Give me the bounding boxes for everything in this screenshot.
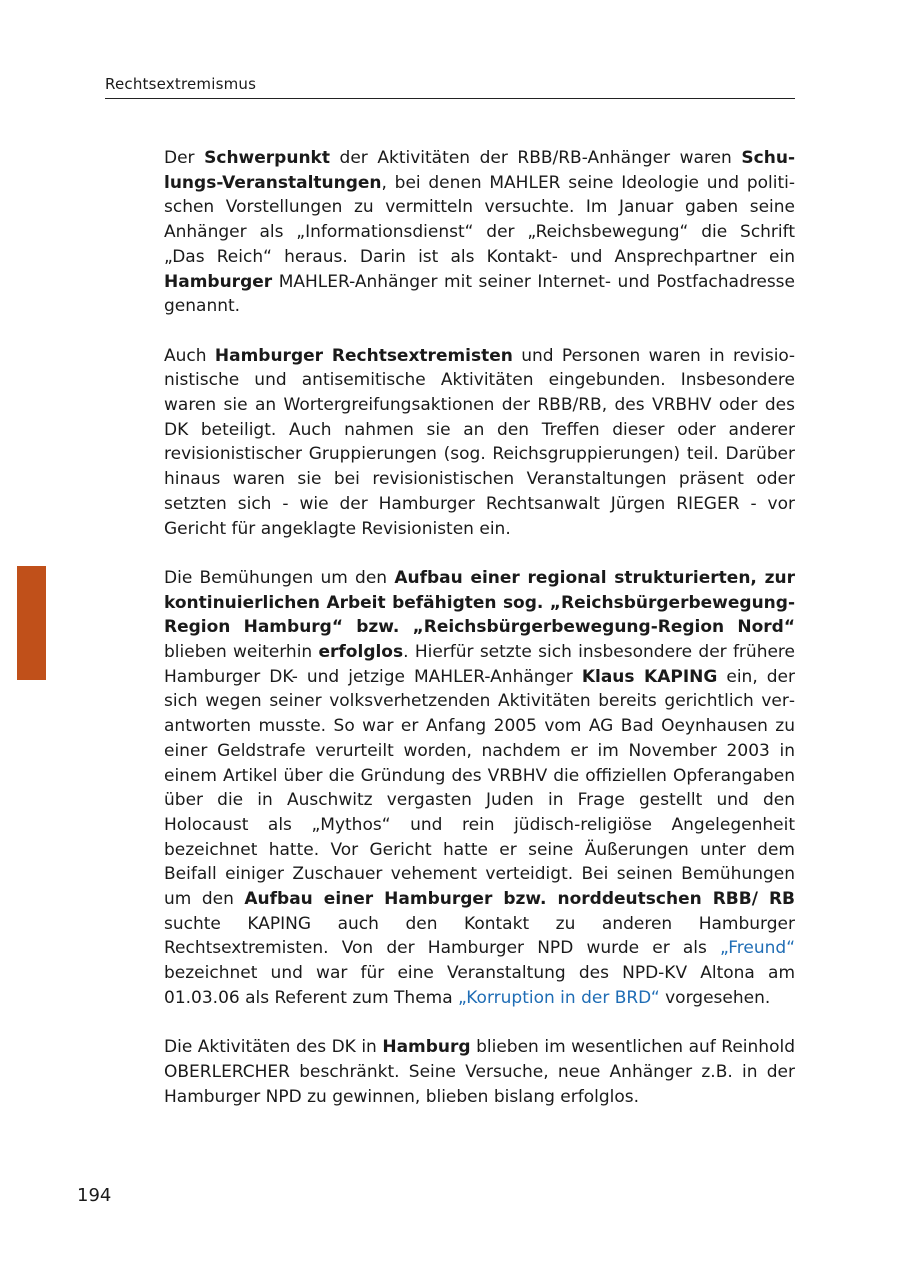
paragraph-hamburger-rechtsextremisten xyxy=(164,344,795,542)
text-run: . Hierfür setzte sich insbesondere der frühere Hamburger DK- und jetzige MAHLER-Anhänger xyxy=(164,642,795,687)
bold-run: Hamburger xyxy=(164,271,273,292)
chapter-tab-marker xyxy=(17,566,46,680)
bold-run: Schulungs-Veranstaltungen xyxy=(164,148,795,193)
bold-run: Hamburger Rechtsextremisten xyxy=(214,345,513,366)
text-run: blieben im wesentlichen auf Reinhold OBERLERCHER beschränkt. Seine Versuche, neue Anhänger z.B. in der Hamburger NPD zu gewinnen, blieben bislang erfolglos. xyxy=(164,1037,795,1107)
paragraph-reichsbuergerbewegung xyxy=(164,566,795,1011)
running-header-title: Rechtsextremismus xyxy=(105,75,257,93)
text-run: blieben weiterhin xyxy=(164,642,319,663)
link-korruption-in-der-brd[interactable]: „Korruption in der BRD“ xyxy=(458,987,660,1008)
text-run: Die Aktivitäten des DK in xyxy=(164,1037,383,1058)
text-run: der Aktivitäten der RBB/RB-Anhänger waren xyxy=(329,148,742,168)
text-run: vorgesehen. xyxy=(659,987,771,1008)
text-run: Auch xyxy=(164,345,215,366)
text-run: , bei denen MAHLER seine Ideologie und politischen Vorstellungen zu vermitteln versuchte. Im Januar gaben seine Anhänger als „Informationsdienst“ der „Reichsbewegung“ die Schrift „Das Reich“ heraus. Darin ist als Kontakt- und Ansprechpartner ein xyxy=(164,172,795,267)
bold-run: Aufbau einer regional strukturierten, zur kontinuierlichen Arbeit befähigten sog. „Reichsbürgerbewegung-Region Hamburg“ bzw. „Reichsbürgerbewegung-Region Nord“ xyxy=(164,567,795,638)
text-run: ein, der sich wegen seiner volksverhetzenden Aktivitäten bereits gerichtlich verantworten musste. So war er Anfang 2005 vom AG Bad Oeynhausen zu einer Geldstrafe verurteilt worden, nachdem er im November 2003 in einem Artikel über die Gründung des VRBHV die offiziellen Opferangaben über die in Auschwitz vergasten Juden in Frage gestellt und den Holocaust als „Mythos“ und rein jüdisch-religiöse Angelegenheit bezeichnet hatte. Vor Gericht hatte er seine Äußerungen unter dem Beifall einiger Zuschauer vehement verteidigt. Bei seinen Bemühungen um den xyxy=(164,666,795,910)
bold-run: erfolglos xyxy=(318,642,404,663)
text-run: Der xyxy=(164,148,205,168)
page-number: 194 xyxy=(77,1185,112,1206)
body-text xyxy=(164,146,795,1134)
text-run: Die Bemühungen um den xyxy=(164,567,395,588)
header-rule xyxy=(105,98,795,99)
paragraph-schwerpunkt xyxy=(164,146,795,319)
text-run: MAHLER-Anhänger mit seiner Internet- und Postfachadresse genannt. xyxy=(164,271,795,317)
text-run: suchte KAPING auch den Kontakt zu anderen Hamburger Rechtsextremisten. Von der Hamburger NPD wurde er als xyxy=(164,913,795,959)
bold-run: Klaus KAPING xyxy=(581,666,718,687)
paragraph-dk-hamburg xyxy=(164,1035,795,1109)
text-run: bezeichnet und war für eine Veranstaltung des NPD-KV Altona am 01.03.06 als Referent zum Thema xyxy=(164,963,795,1008)
link-freund[interactable]: „Freund“ xyxy=(720,938,795,959)
text-run: und Personen waren in revisionistische und antisemitische Aktivitäten eingebunden. Insbesondere waren sie an Wortergreifungsaktionen der RBB/RB, des VRBHV oder des DK beteiligt. Auch nahmen sie an den Treffen dieser oder anderer revisionistischer Gruppierungen (sog. Reichsgruppierungen) teil. Darüber hinaus waren sie bei revisionistischen Veranstaltungen präsent oder setzten sich - wie der Hamburger Rechtsanwalt Jürgen RIEGER - vor Gericht für angeklagte Revisionisten ein. xyxy=(164,345,795,539)
bold-run: Aufbau einer Hamburger bzw. norddeutschen RBB/ RB xyxy=(244,889,795,910)
bold-run: Schwerpunkt xyxy=(204,148,330,168)
bold-run: Hamburg xyxy=(382,1037,471,1058)
